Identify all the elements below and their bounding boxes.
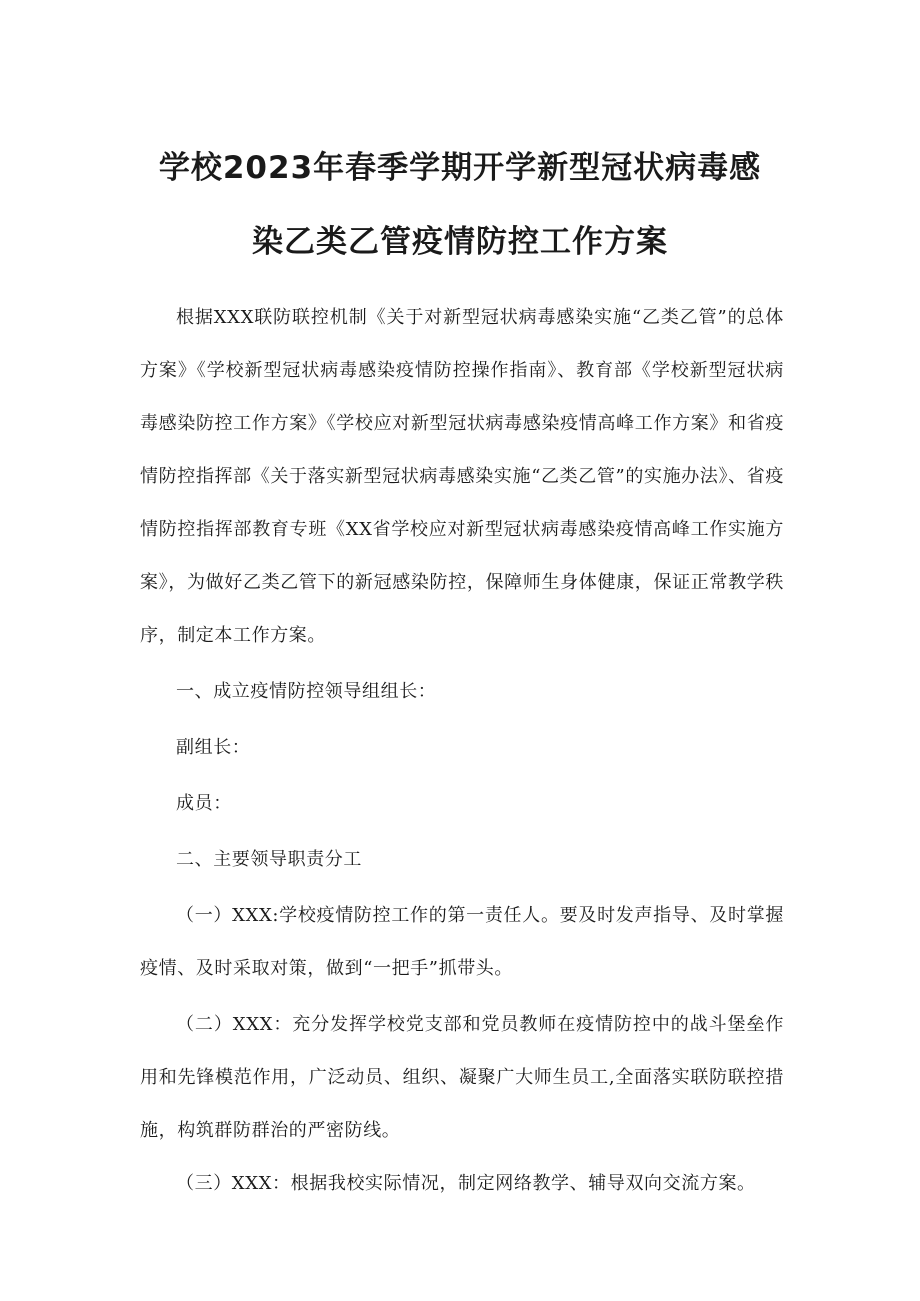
section-2-heading: 二、主要领导职责分工 (176, 849, 362, 870)
duty-paragraph-2: （二）XXX：充分发挥学校党支部和党员教师在疫情防控中的战斗堡垒作用和先锋模范作用，广泛动员、组织、凝聚广大师生员工,全面落实联防联控措施，构筑群防群治的严密防线。 (140, 1014, 784, 1141)
intro-paragraph: 根据XXX联防联控机制《关于对新型冠状病毒感染实施“乙类乙管”的总体方案》《学校新型冠状病毒感染疫情防控操作指南》、教育部《学校新型冠状病毒感染防控工作方案》《学校应对新型冠状病毒感染疫情高峰工作方案》和省疫情防控指挥部《关于落实新型冠状病毒感染实施“乙类乙管”的实施办法》、省疫情防控指挥部教育专班《XX省学校应对新型冠状病毒感染疫情高峰工作实施方案》，为做好乙类乙管下的新冠感染防控，保障师生身体健康，保证正常教学秩序，制定本工作方案。 (140, 307, 784, 646)
deputy-leader-line: 副组长： (176, 737, 251, 758)
document-title-line-1: 学校2023年春季学期开学新型冠状病毒感 (158, 150, 762, 186)
members-line: 成员： (176, 793, 232, 814)
document-body (140, 291, 784, 1210)
duty-paragraph-3: （三）XXX：根据我校实际情况，制定网络教学、辅导双向交流方案。 (176, 1173, 756, 1194)
duty-paragraph-1: （一）XXX:学校疫情防控工作的第一责任人。要及时发声指导、及时掌握疫情、及时采取对策，做到“一把手”抓带头。 (140, 905, 784, 979)
document-title-line-2: 染乙类乙管疫情防控工作方案 (252, 224, 668, 260)
section-1-heading: 一、成立疫情防控领导组组长： (176, 681, 437, 702)
